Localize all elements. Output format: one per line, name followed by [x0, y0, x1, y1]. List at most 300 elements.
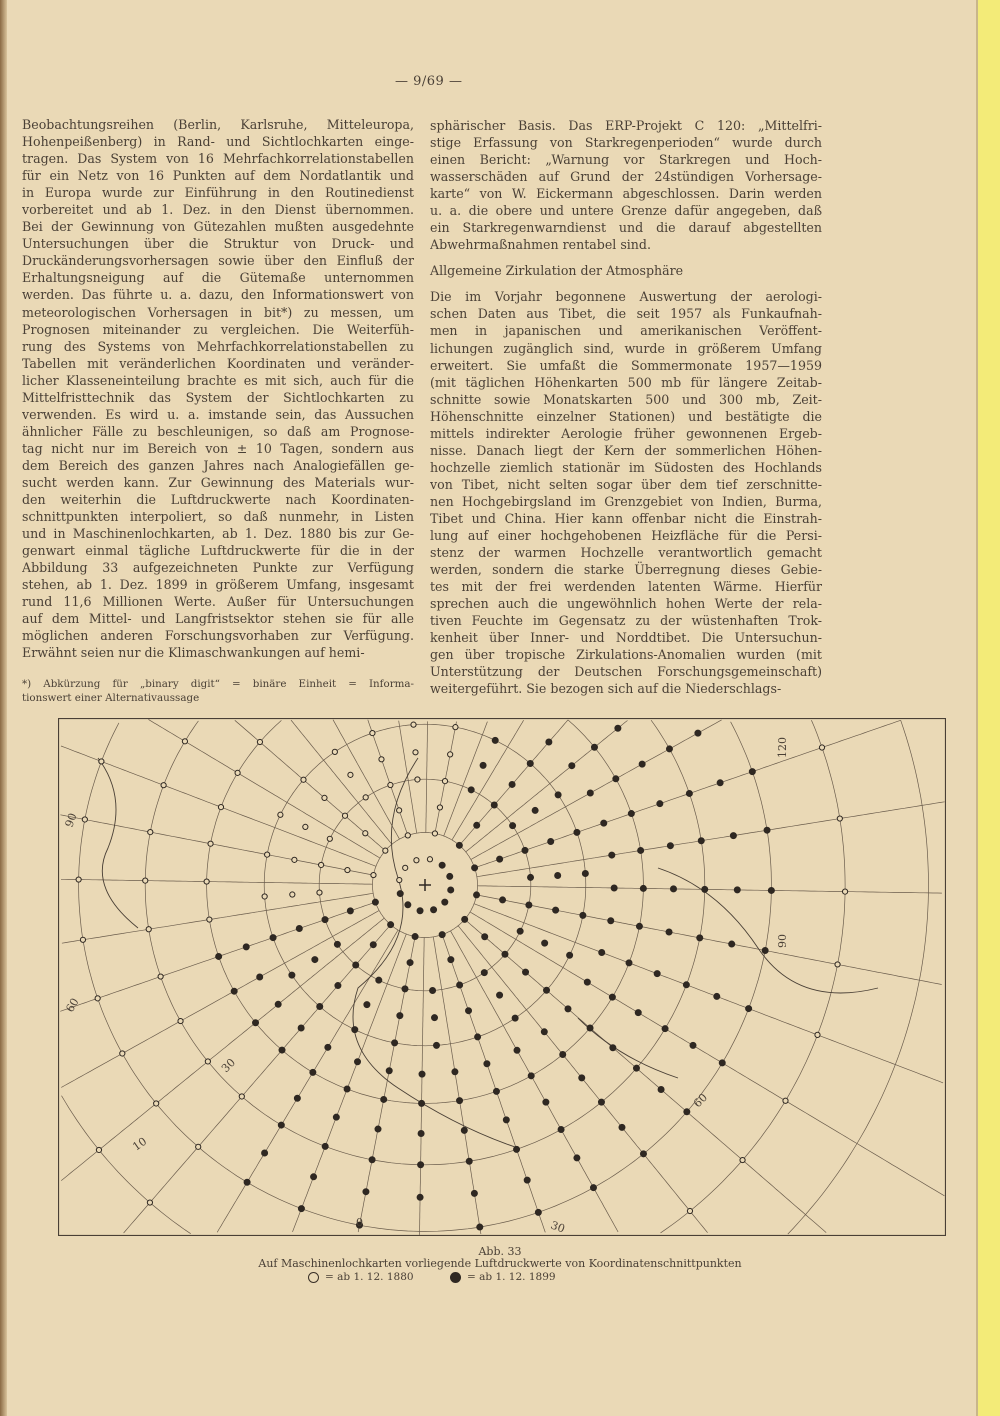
- text-line: werden. Das führte u. a. dazu, den Informationswert von: [22, 287, 414, 303]
- text-line: vorbereitet und ab 1. Dez. in den Dienst übernommen.: [22, 202, 414, 218]
- grid-point-1880: [146, 927, 151, 932]
- grid-point-1880: [448, 752, 453, 757]
- grid-point-1899: [514, 1047, 520, 1053]
- text-line: rung des Systems von Mehrfachkorrelationstabellen zu: [22, 338, 414, 354]
- text-line: wasserschäden auf Grund der 24stündigen Vorhersage-: [430, 169, 822, 185]
- grid-point-1899: [702, 886, 708, 892]
- grid-point-1899: [535, 1209, 541, 1215]
- grid-point-1899: [363, 1189, 369, 1195]
- grid-point-1880: [278, 812, 283, 817]
- grid-point-1880: [239, 1094, 244, 1099]
- text-line: einen Bericht: „Warnung vor Starkregen und Hoch-: [430, 152, 822, 168]
- meridian-line: [217, 930, 398, 1232]
- page-number: — 9/69 —: [395, 74, 463, 89]
- meridian-line: [478, 886, 942, 893]
- grid-point-1899: [347, 908, 353, 914]
- grid-point-1899: [670, 886, 676, 892]
- grid-point-1899: [317, 1004, 323, 1010]
- grid-point-1899: [335, 983, 341, 989]
- grid-point-1880: [427, 857, 432, 862]
- grid-point-1899: [433, 1042, 439, 1048]
- latitude-circle: [788, 720, 929, 1234]
- grid-point-1899: [626, 960, 632, 966]
- text-line: tiven Feuchte im Gegensatz zu der wüstenhaften Trok-: [430, 613, 822, 629]
- grid-point-1899: [417, 908, 423, 914]
- grid-point-1880: [453, 725, 458, 730]
- grid-point-1899: [638, 847, 644, 853]
- grid-point-1899: [471, 1190, 477, 1196]
- grid-point-1899: [474, 822, 480, 828]
- grid-point-1899: [749, 769, 755, 775]
- grid-point-1880: [819, 745, 824, 750]
- text-line: möglichen anderen Forschungsvorhaben zur Verfügung.: [22, 628, 414, 644]
- meridian-line: [442, 935, 545, 1233]
- text-line: ein Starkregenwarndienst und die darauf abgestellten: [430, 220, 822, 236]
- grid-point-1899: [278, 1122, 284, 1128]
- grid-point-1880: [383, 848, 388, 853]
- grid-point-1899: [369, 1157, 375, 1163]
- grid-point-1899: [635, 1010, 641, 1016]
- grid-point-1880: [348, 772, 353, 777]
- grid-point-1899: [584, 979, 590, 985]
- text-line: meteorologischen Vorhersagen in bit*) zu messen, um: [22, 304, 414, 320]
- grid-point-1880: [218, 804, 223, 809]
- text-line: erweitert. Sie umfaßt die Sommermonate 1957—1959: [430, 357, 822, 373]
- grid-point-1899: [514, 1146, 520, 1152]
- grid-point-1899: [565, 1006, 571, 1012]
- meridian-line: [435, 722, 457, 834]
- text-line: licher Klasseneinteilung brachte es mit sich, auch für die: [22, 372, 414, 388]
- meridian-line: [452, 720, 524, 840]
- latitude-circle: [79, 722, 772, 1232]
- meridian-line: [477, 802, 945, 877]
- text-line: Druckänderungsvorhersagen sowie über den Einfluß der: [22, 253, 414, 269]
- grid-point-1880: [432, 831, 437, 836]
- grid-point-1899: [298, 1025, 304, 1031]
- grid-point-1899: [714, 993, 720, 999]
- meridian-line: [61, 879, 373, 884]
- meridian-line: [471, 720, 722, 860]
- grid-point-1899: [546, 739, 552, 745]
- grid-point-1899: [746, 1006, 752, 1012]
- grid-point-1899: [553, 907, 559, 913]
- text-line: tionswert einer Alternativaussage: [22, 692, 200, 704]
- grid-point-1899: [412, 934, 418, 940]
- text-line: verwenden. Es wird u. a. imstande sein, das Aussuchen: [22, 406, 414, 422]
- grid-point-1899: [322, 1143, 328, 1149]
- latitude-circle: [145, 720, 705, 1165]
- text-line: *) Abkürzung für „binary digit“ = binäre Einheit = Informa-: [22, 678, 414, 690]
- text-line: tragen. Das System von 16 Mehrfachkorrelationstabellen: [22, 151, 414, 167]
- grid-point-1899: [493, 1088, 499, 1094]
- grid-point-1899: [253, 1020, 259, 1026]
- grid-point-1880: [290, 892, 295, 897]
- grid-point-1899: [601, 820, 607, 826]
- text-line: lung auf einer hochgehobenen Heizfläche für die Persi-: [430, 528, 822, 544]
- grid-point-1899: [405, 902, 411, 908]
- text-line: weitergeführt. Sie bezogen sich auf die Niederschlags-: [430, 681, 782, 697]
- filled-circle-icon: [450, 1272, 461, 1283]
- grid-point-1880: [783, 1098, 788, 1103]
- meridian-line: [426, 721, 428, 832]
- grid-point-1899: [639, 761, 645, 767]
- meridian-line: [420, 938, 425, 1235]
- meridian-line: [477, 895, 942, 985]
- grid-point-1880: [837, 816, 842, 821]
- figure-label: Abb. 33: [478, 1245, 522, 1258]
- grid-point-1880: [257, 739, 262, 744]
- grid-point-1899: [442, 899, 448, 905]
- grid-point-1899: [528, 1073, 534, 1079]
- grid-point-1899: [730, 833, 736, 839]
- grid-point-1899: [381, 1096, 387, 1102]
- text-line: (mit täglichen Höhenkarten 500 mb für längere Zeitab-: [430, 374, 822, 390]
- grid-point-1880: [317, 890, 322, 895]
- grid-point-1880: [411, 722, 416, 727]
- text-line: nen Hochgebirgsland im Grenzgebiet von Indien, Burma,: [430, 493, 822, 509]
- grid-point-1899: [640, 1151, 646, 1157]
- text-line: ähnlicher Fälle zu beschleunigen, so daß am Prognose-: [22, 423, 414, 439]
- grid-point-1899: [527, 760, 533, 766]
- grid-point-1899: [397, 891, 403, 897]
- text-line: sucht werden kann. Zur Gewinnung des Materials wur-: [22, 474, 414, 490]
- grid-point-1899: [542, 940, 548, 946]
- text-line: Erhaltungsneigung auf die Gütemaße unternommen: [22, 270, 414, 286]
- grid-point-1899: [294, 1095, 300, 1101]
- latitude-circle: [62, 720, 846, 1233]
- grid-point-1899: [560, 1051, 566, 1057]
- section-heading: Allgemeine Zirkulation der Atmosphäre: [430, 263, 684, 279]
- grid-point-1899: [397, 1013, 403, 1019]
- grid-point-1899: [512, 1015, 518, 1021]
- text-line: Erwähnt seien nur die Klimaschwankungen auf hemi-: [22, 645, 365, 661]
- grid-point-1899: [376, 977, 382, 983]
- grid-point-1880: [292, 857, 297, 862]
- grid-point-1899: [517, 928, 523, 934]
- grid-point-1899: [569, 763, 575, 769]
- grid-point-1899: [762, 948, 768, 954]
- grid-point-1880: [207, 917, 212, 922]
- grid-point-1899: [407, 960, 413, 966]
- grid-point-1899: [257, 974, 263, 980]
- grid-point-1880: [178, 1018, 183, 1023]
- grid-point-1880: [397, 877, 402, 882]
- map-degree-label: 0: [356, 1216, 363, 1229]
- text-line: sphärischer Basis. Das ERP-Projekt C 120: „Mittelfri-: [430, 118, 822, 133]
- grid-point-1899: [640, 885, 646, 891]
- grid-point-1899: [492, 737, 498, 743]
- grid-point-1899: [484, 1061, 490, 1067]
- grid-point-1899: [684, 1109, 690, 1115]
- meridian-line: [465, 919, 827, 1232]
- text-line: stenz der warmen Hochzelle verantwortlich gemacht: [430, 545, 822, 561]
- grid-point-1899: [590, 1185, 596, 1191]
- grid-point-1880: [196, 1144, 201, 1149]
- right-column-top-paragraph: [430, 117, 822, 253]
- left-column: [22, 116, 414, 662]
- grid-point-1899: [717, 780, 723, 786]
- grid-point-1899: [503, 1117, 509, 1123]
- grid-point-1880: [82, 817, 87, 822]
- grid-point-1899: [419, 1100, 425, 1106]
- grid-point-1899: [439, 932, 445, 938]
- text-line: Die im Vorjahr begonnene Auswertung der aerologi-: [430, 289, 822, 305]
- map-degree-label: 30: [218, 1056, 239, 1076]
- grid-point-1899: [430, 988, 436, 994]
- grid-point-1880: [148, 829, 153, 834]
- grid-point-1899: [457, 1098, 463, 1104]
- legend-filled: [450, 1271, 556, 1283]
- grid-point-1899: [480, 762, 486, 768]
- right-column: [430, 117, 822, 698]
- grid-point-1899: [481, 970, 487, 976]
- figure-caption: Auf Maschinenlochkarten vorliegende Luftdruckwerte von Koordinatenschnittpunkten: [258, 1257, 742, 1270]
- grid-point-1880: [319, 862, 324, 867]
- grid-point-1899: [510, 823, 516, 829]
- grid-point-1899: [555, 872, 561, 878]
- meridian-line: [61, 911, 379, 1088]
- grid-point-1880: [388, 782, 393, 787]
- grid-point-1899: [591, 744, 597, 750]
- grid-point-1899: [608, 918, 614, 924]
- text-line: Bei der Gewinnung von Gütezahlen mußten ausgedehnte: [22, 219, 414, 235]
- grid-point-1899: [417, 1194, 423, 1200]
- right-column-body-paragraph: [430, 288, 822, 697]
- grid-point-1899: [686, 790, 692, 796]
- grid-point-1880: [815, 1032, 820, 1037]
- map-degree-label: 90: [776, 934, 789, 948]
- grid-point-1899: [543, 1099, 549, 1105]
- text-line: mittels indirekter Aerologie früher gewonnenen Ergeb-: [430, 425, 822, 441]
- grid-point-1899: [452, 1069, 458, 1075]
- text-line: schnitte sowie Monatskarten 500 und 300 mb, Zeit-: [430, 391, 822, 407]
- grid-point-1899: [334, 941, 340, 947]
- grid-point-1899: [662, 1026, 668, 1032]
- meridian-line: [333, 720, 400, 839]
- grid-point-1899: [402, 986, 408, 992]
- grid-point-1899: [654, 971, 660, 977]
- text-line: in Europa wurde zur Einführung in den Routinedienst: [22, 185, 414, 201]
- grid-point-1899: [322, 917, 328, 923]
- grid-point-1899: [734, 887, 740, 893]
- grid-point-1899: [579, 1075, 585, 1081]
- text-line: schnittpunkten interpoliert, so daß nunmehr, in Listen: [22, 509, 414, 525]
- grid-point-1899: [279, 1047, 285, 1053]
- grid-point-1899: [231, 988, 237, 994]
- text-line: und in Maschinenlochkarten, ab 1. Dez. 1880 bis zur Ge-: [22, 526, 414, 542]
- text-line: Unterstützung der Deutschen Forschungsgemeinschaft): [430, 664, 822, 680]
- grid-point-1899: [522, 847, 528, 853]
- grid-point-1899: [574, 1155, 580, 1161]
- grid-point-1899: [289, 972, 295, 978]
- grid-point-1899: [344, 1086, 350, 1092]
- grid-point-1899: [448, 887, 454, 893]
- map-degree-label: 60: [690, 1091, 711, 1111]
- grid-point-1880: [405, 833, 410, 838]
- grid-point-1880: [842, 889, 847, 894]
- grid-point-1899: [636, 923, 642, 929]
- meridian-line: [444, 722, 488, 836]
- grid-point-1899: [388, 922, 394, 928]
- grid-point-1899: [609, 994, 615, 1000]
- grid-point-1880: [80, 937, 85, 942]
- north-pole-mark: [419, 879, 431, 891]
- text-line: den weiterhin die Luftdruckwerte nach Koordinaten-: [22, 492, 414, 508]
- grid-point-1899: [610, 1045, 616, 1051]
- grid-point-1880: [147, 1200, 152, 1205]
- grid-point-1899: [558, 1126, 564, 1132]
- grid-point-1899: [580, 912, 586, 918]
- text-line: schen Daten aus Tibet, die seit 1957 als Funkaufnah-: [430, 306, 822, 322]
- text-line: für ein Netz von 16 Punkten auf dem Nordatlantik und: [22, 168, 414, 184]
- grid-point-1880: [379, 757, 384, 762]
- grid-point-1880: [322, 795, 327, 800]
- grid-point-1899: [448, 957, 454, 963]
- text-line: Höhenschnitte einzelner Stationen) und bestätigte die: [430, 408, 822, 424]
- text-line: genwart einmal tägliche Luftdruckwerte für die in der: [22, 543, 414, 559]
- grid-point-1880: [345, 867, 350, 872]
- grid-point-1880: [370, 730, 375, 735]
- grid-point-1899: [270, 935, 276, 941]
- grid-point-1899: [418, 1162, 424, 1168]
- grid-point-1880: [161, 783, 166, 788]
- grid-point-1880: [204, 879, 209, 884]
- grid-point-1880: [371, 872, 376, 877]
- grid-point-1899: [298, 1206, 304, 1212]
- text-line: Prognosen miteinander zu vergleichen. Die Weiterfüh-: [22, 321, 414, 337]
- grid-point-1899: [477, 1224, 483, 1230]
- meridian-line: [124, 925, 391, 1233]
- grid-point-1899: [456, 842, 462, 848]
- text-line: tag nicht nur im Bereich von ± 10 Tagen, sondern aus: [22, 440, 414, 456]
- grid-point-1899: [599, 949, 605, 955]
- grid-point-1899: [719, 1060, 725, 1066]
- meridian-line: [61, 918, 384, 1181]
- grid-point-1899: [353, 962, 359, 968]
- meridian-line: [470, 912, 944, 1196]
- grid-point-1899: [567, 952, 573, 958]
- grid-point-1880: [303, 824, 308, 829]
- grid-point-1880: [327, 836, 332, 841]
- meridian-line: [433, 937, 481, 1234]
- grid-point-1880: [120, 1051, 125, 1056]
- grid-point-1899: [355, 1059, 361, 1065]
- grid-point-1880: [208, 841, 213, 846]
- grid-point-1880: [262, 894, 267, 899]
- grid-point-1899: [658, 1087, 664, 1093]
- grid-point-1899: [657, 801, 663, 807]
- grid-point-1899: [633, 1065, 639, 1071]
- grid-point-1899: [447, 873, 453, 879]
- grid-point-1880: [442, 779, 447, 784]
- grid-point-1899: [439, 862, 445, 868]
- grid-point-1899: [523, 969, 529, 975]
- grid-point-1880: [413, 750, 418, 755]
- grid-point-1899: [500, 897, 506, 903]
- text-line: men in japanischen und amerikanischen Veröffent-: [430, 323, 822, 339]
- grid-point-1899: [296, 926, 302, 932]
- grid-point-1880: [363, 795, 368, 800]
- grid-point-1899: [509, 781, 515, 787]
- grid-point-1899: [528, 874, 534, 880]
- grid-point-1899: [532, 807, 538, 813]
- text-line: tes mit der frei werdenden latenten Wärme. Hierfür: [430, 579, 822, 595]
- grid-point-1899: [613, 776, 619, 782]
- grid-point-1899: [497, 992, 503, 998]
- grid-point-1880: [740, 1157, 745, 1162]
- grid-point-1899: [491, 802, 497, 808]
- text-line: auf dem Mittel- und Langfristsektor stehen sie für alle: [22, 611, 414, 627]
- grid-point-1899: [619, 1124, 625, 1130]
- text-line: Abwehrmaßnahmen rentabel sind.: [430, 237, 651, 253]
- grid-point-1899: [462, 916, 468, 922]
- grid-point-1880: [265, 852, 270, 857]
- legend-open: [308, 1271, 414, 1283]
- grid-point-1880: [143, 878, 148, 883]
- text-line: dem Bereich des ganzen Jahres nach Analogiefällen ge-: [22, 457, 414, 473]
- text-line: Tabellen mit veränderlichen Koordinaten und veränder-: [22, 355, 414, 371]
- grid-point-1899: [609, 852, 615, 858]
- text-line: Mittelfristtechnik das System der Sichtlochkarten zu: [22, 389, 414, 405]
- grid-point-1899: [695, 730, 701, 736]
- grid-point-1899: [524, 1177, 530, 1183]
- legend-open-text: = ab 1. 12. 1880: [325, 1271, 414, 1283]
- map-degree-label: 30: [548, 1218, 567, 1236]
- open-circle-icon: [308, 1272, 319, 1283]
- grid-point-1899: [475, 1034, 481, 1040]
- grid-point-1899: [432, 1015, 438, 1021]
- grid-point-1899: [431, 907, 437, 913]
- map-degree-label: 60: [63, 995, 82, 1015]
- grid-point-1899: [457, 982, 463, 988]
- text-line: u. a. die obere und untere Grenze dafür angegeben, daß: [430, 203, 822, 219]
- text-line: Hohenpeißenberg) in Rand- und Sichtlochkarten einge-: [22, 134, 414, 150]
- grid-point-1899: [548, 838, 554, 844]
- grid-point-1880: [332, 749, 337, 754]
- grid-point-1899: [370, 942, 376, 948]
- grid-point-1899: [526, 902, 532, 908]
- grid-point-1899: [690, 1042, 696, 1048]
- grid-point-1899: [392, 1040, 398, 1046]
- grid-point-1880: [96, 1147, 101, 1152]
- grid-point-1880: [437, 805, 442, 810]
- text-line: hochzelle ziemlich stationär im Südosten des Hochlands: [430, 459, 822, 475]
- text-line: werden, sondern die starke Überregnung dieses Gebie-: [430, 562, 822, 578]
- grid-point-1899: [375, 1126, 381, 1132]
- grid-point-1899: [244, 1179, 250, 1185]
- grid-point-1880: [414, 858, 419, 863]
- grid-point-1880: [154, 1101, 159, 1106]
- grid-point-1880: [182, 739, 187, 744]
- grid-point-1880: [835, 962, 840, 967]
- grid-point-1899: [544, 987, 550, 993]
- text-line: karte“ von W. Eickermann abgeschlossen. Darin werden: [430, 186, 822, 202]
- grid-point-1899: [764, 827, 770, 833]
- legend-filled-text: = ab 1. 12. 1899: [467, 1271, 556, 1283]
- text-line: rund 11,6 Millionen Werte. Außer für Untersuchungen: [22, 594, 414, 610]
- grid-point-1899: [474, 892, 480, 898]
- grid-point-1899: [768, 887, 774, 893]
- map-degree-label: 90: [62, 811, 80, 830]
- grid-point-1899: [482, 934, 488, 940]
- page-edge-left: [0, 0, 7, 1416]
- grid-point-1899: [615, 725, 621, 731]
- grid-point-1899: [502, 951, 508, 957]
- grid-point-1899: [555, 792, 561, 798]
- grid-point-1880: [687, 1208, 692, 1213]
- grid-point-1899: [683, 982, 689, 988]
- meridian-line: [235, 720, 385, 850]
